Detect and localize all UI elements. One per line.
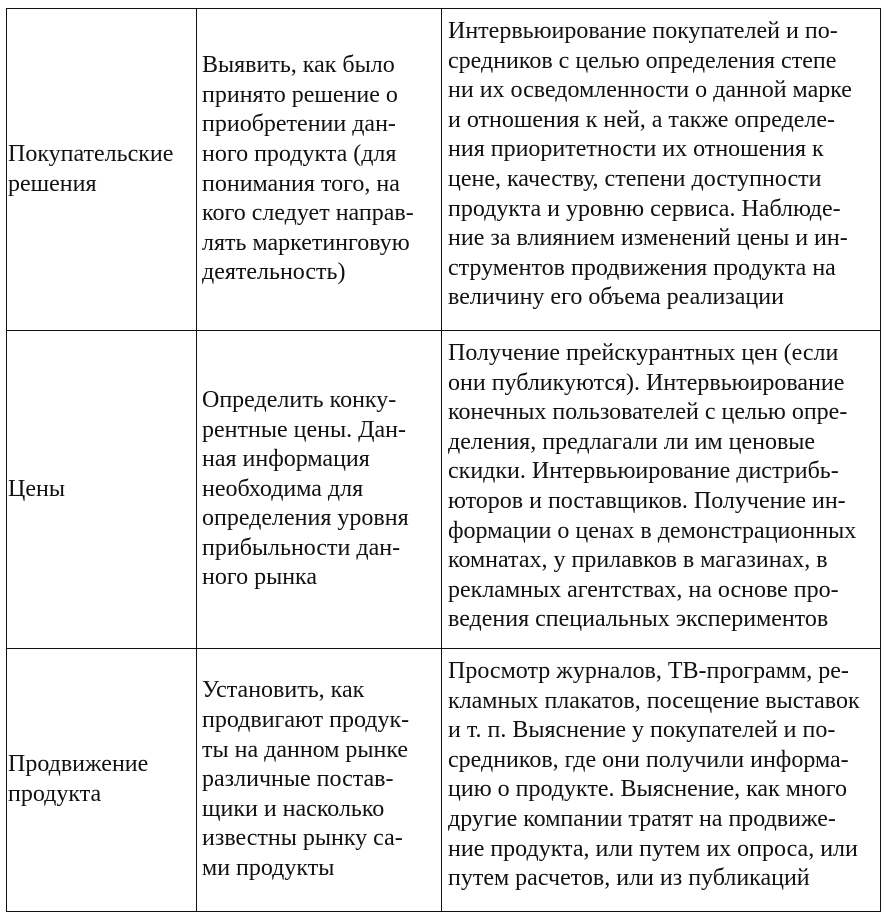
table-row — [7, 9, 881, 331]
table-row — [7, 331, 881, 649]
goal-text: Выявить, как было принято решение о приобретении дан- ного продукта (для понимания того, на кого следует направ- лять маркетинговую деятельность) — [202, 52, 414, 286]
goal-text: Установить, как продвигают продук- ты на данном рынке различные постав- щики и насколько известны рынку са- ми продукты — [202, 677, 410, 881]
method-text: Просмотр журналов, ТВ-программ, ре- кламных плакатов, посещение выставок и т. п. Выяснение у покупателей и по- средников, где они получили информа- цию о продукте. Выяснение, как много другие компании тратят на продвиже- ние продукта, или путем их опроса, или путем расчетов, или из публикаций — [448, 658, 860, 892]
goal-cell — [197, 649, 442, 912]
method-cell — [442, 649, 881, 912]
topic-cell — [7, 331, 197, 649]
method-text: Получение прейскурантных цен (если они публикуются). Интервьюирование конечных пользователей с целью опре- деления, предлагали ли им ценовые скидки. Интервьюирование дистрибь- юторов и поставщиков. Получение ин- формации о ценах в демонстрационных комнатах, у прилавков в магазинах, в рекламных агентствах, на основе про- ведения специальных экспериментов — [448, 340, 857, 633]
goal-cell — [197, 9, 442, 331]
table-row — [7, 649, 881, 912]
topic-text: Цены — [8, 475, 65, 502]
topic-cell — [7, 9, 197, 331]
topic-text: Покупательские решения — [8, 140, 174, 197]
topic-cell — [7, 649, 197, 912]
goal-text: Определить конку- рентные цены. Дан- ная информация необходима для определения уровня прибыльности дан- ного рынка — [202, 386, 409, 591]
method-text: Интервьюирование покупателей и по- средников с целью определения степе ни их осведомленности о данной марке и отношения к ней, а также определе- ния приоритетности их отношения к цене, качеству, степени доступности продукта и уровню сервиса. Наблюде- ние за влиянием изменений цены и ин- струментов продвижения продукта на величину его объема реализации — [448, 18, 852, 311]
method-cell — [442, 9, 881, 331]
research-methods-table — [6, 8, 881, 912]
method-cell — [442, 331, 881, 649]
topic-text: Продвижение продукта — [8, 751, 149, 807]
goal-cell — [197, 331, 442, 649]
